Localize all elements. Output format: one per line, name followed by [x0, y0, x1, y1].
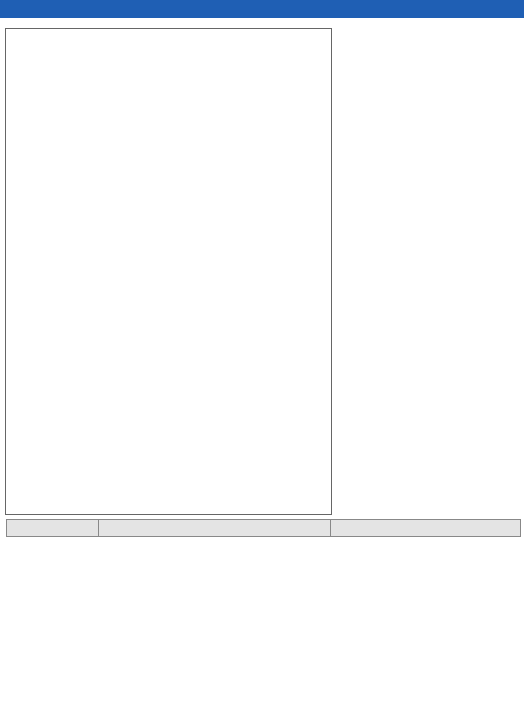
- header-bar: [0, 0, 524, 18]
- duty-header: [331, 520, 521, 537]
- duty-header: [7, 520, 99, 537]
- sunday-service-panel: [5, 28, 332, 515]
- duty-table: [6, 519, 521, 537]
- duty-header: [99, 520, 331, 537]
- duty-header-row: [7, 520, 521, 537]
